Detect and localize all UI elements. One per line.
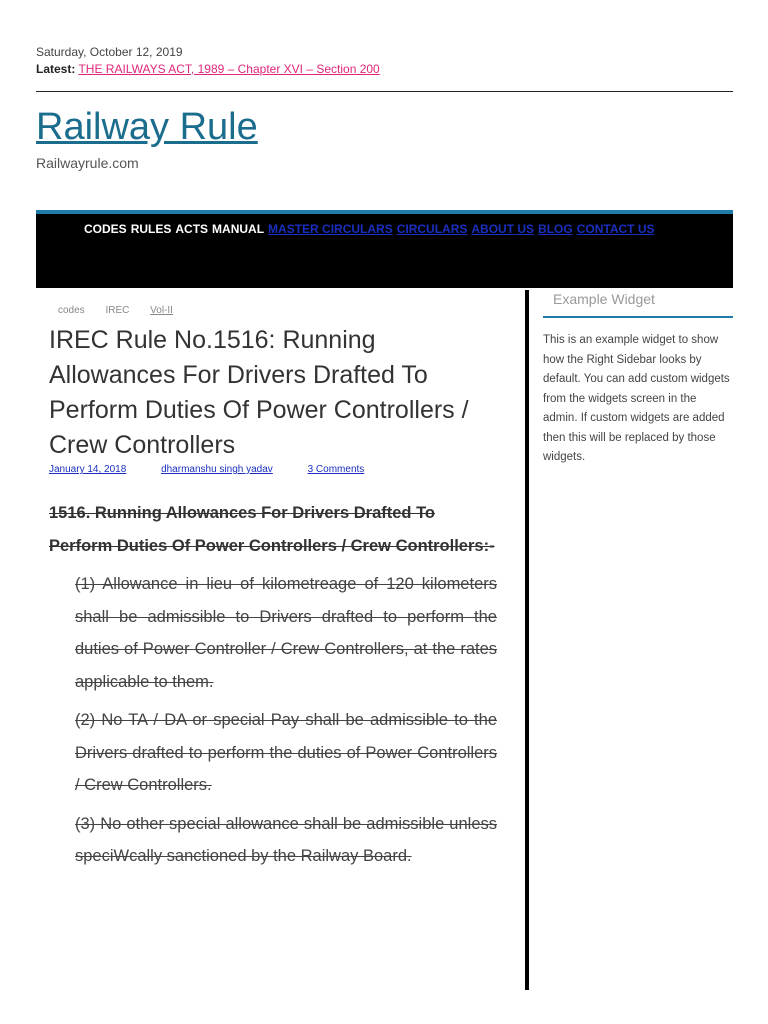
latest-label: Latest: bbox=[36, 62, 76, 76]
nav-item-manual[interactable]: MANUAL bbox=[212, 222, 265, 236]
sidebar-widget-text: This is an example widget to show how the Right Sidebar looks by default. You can add custom widgets from the widgets screen in the admin. If custom widgets are added then this will be replaced by those widgets. bbox=[543, 334, 730, 463]
post-meta bbox=[49, 464, 396, 475]
breadcrumb bbox=[58, 305, 191, 316]
post-comments-link[interactable]: 3 Comments bbox=[307, 464, 365, 475]
latest-news bbox=[36, 61, 380, 78]
latest-news-link[interactable]: THE RAILWAYS ACT, 1989 – Chapter XVI – Section 200 bbox=[78, 62, 380, 76]
rule-clause-3: (3) No other special allowance shall be admissible unless speciWcally sanctioned by the Railway Board. bbox=[75, 814, 497, 865]
nav-item-rules[interactable]: RULES bbox=[130, 222, 172, 236]
breadcrumb-irec[interactable]: IREC bbox=[105, 305, 130, 316]
nav-item-master-circulars[interactable]: MASTER CIRCULARS bbox=[268, 222, 393, 236]
sidebar-widget-rule bbox=[543, 316, 733, 318]
rule-clause-2: (2) No TA / DA or special Pay shall be admissible to the Drivers drafted to perform the duties of Power Controllers / Crew Controllers. bbox=[75, 711, 497, 794]
breadcrumb-codes[interactable]: codes bbox=[58, 305, 85, 316]
site-description: Railwayrule.com bbox=[36, 155, 139, 171]
content-sidebar-divider bbox=[525, 290, 529, 990]
current-date: Saturday, October 12, 2019 bbox=[36, 45, 183, 59]
site-title-link[interactable]: Railway Rule bbox=[36, 106, 258, 148]
nav-item-about-us[interactable]: ABOUT US bbox=[471, 222, 535, 236]
header-divider bbox=[36, 91, 733, 92]
nav-item-blog[interactable]: BLOG bbox=[538, 222, 573, 236]
nav-item-acts[interactable]: ACTS bbox=[175, 222, 209, 236]
breadcrumb-vol-ii[interactable]: Vol-II bbox=[150, 305, 173, 316]
post-date-link[interactable]: January 14, 2018 bbox=[49, 464, 127, 475]
sidebar-widget-title: Example Widget bbox=[553, 291, 655, 307]
nav-item-circulars[interactable]: CIRCULARS bbox=[396, 222, 468, 236]
post-author-link[interactable]: dharmanshu singh yadav bbox=[161, 464, 273, 475]
page-title: IREC Rule No.1516: Running Allowances For Drivers Drafted To Perform Duties Of Power Controllers / Crew Controllers bbox=[49, 326, 469, 459]
top-bar bbox=[36, 44, 380, 78]
rule-heading: 1516. Running Allowances For Drivers Drafted To Perform Duties Of Power Controllers / Crew Controllers:- bbox=[49, 504, 495, 555]
post-content bbox=[49, 497, 497, 879]
nav-item-contact-us[interactable]: CONTACT US bbox=[576, 222, 655, 236]
rule-clause-1: (1) Allowance in lieu of kilometreage of 120 kilometers shall be admissible to Drivers drafted to perform the duties of Power Controller / Crew Controllers, at the rates applicable to them. bbox=[75, 575, 497, 691]
nav-menu bbox=[84, 222, 659, 236]
nav-item-codes[interactable]: CODES bbox=[84, 222, 127, 236]
main-navigation bbox=[36, 210, 733, 288]
